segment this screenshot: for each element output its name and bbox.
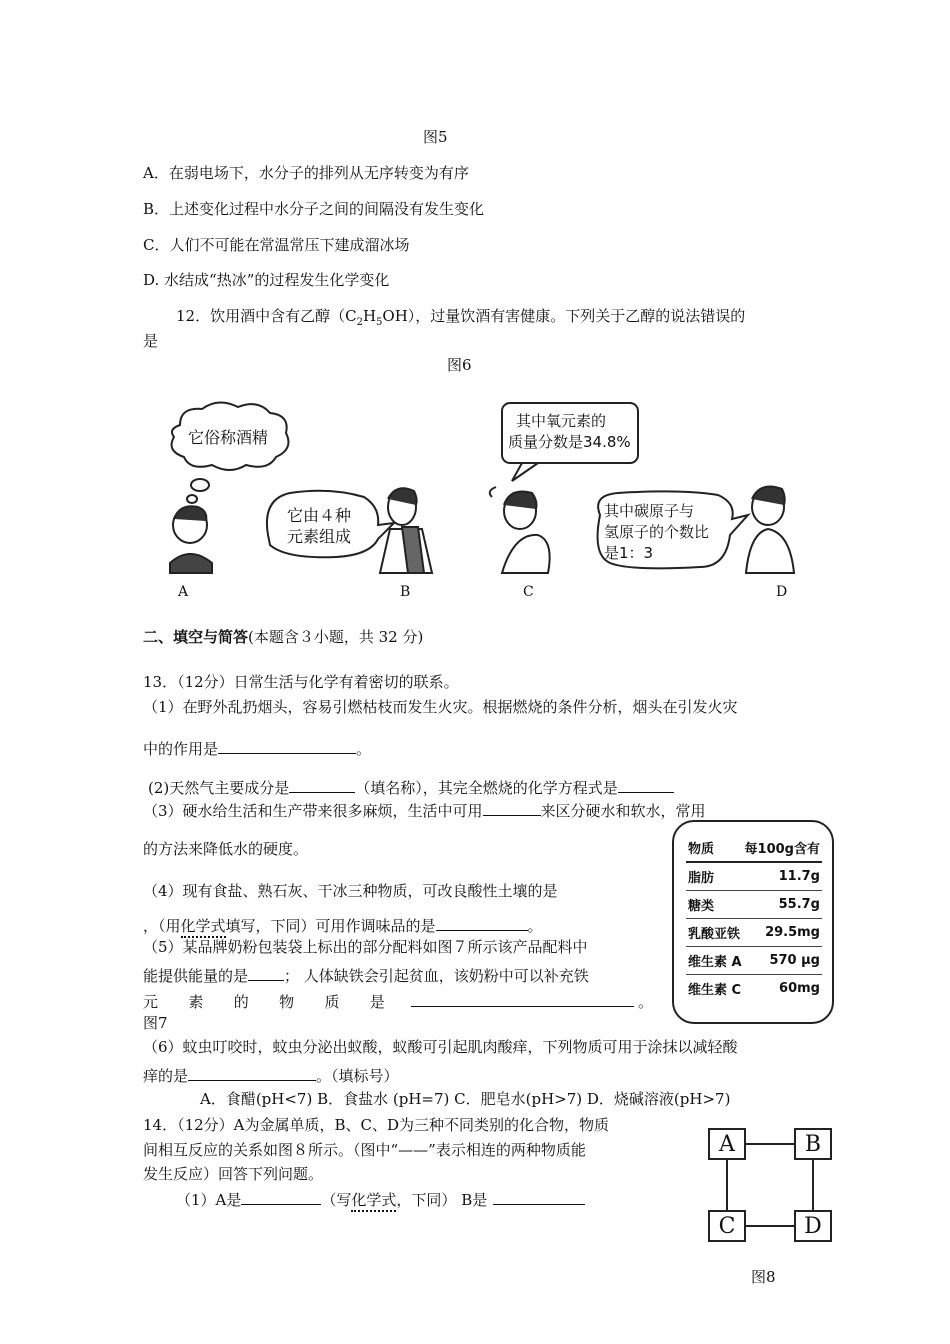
- figure-6-label-c: C: [523, 584, 534, 600]
- bubble-d-text-1: 其中碳原子与: [604, 502, 695, 520]
- q13-blank-4[interactable]: [436, 916, 528, 931]
- q13-part5-line1: （5）某品牌奶粉包装袋上标出的部分配料如图７所示该产品配料中: [143, 938, 588, 956]
- q13-blank-5b[interactable]: [411, 992, 634, 1007]
- table-row: 维生素 C 60mg: [688, 981, 820, 998]
- q11-option-b: B．上述变化过程中水分子之间的间隔没有发生变化: [143, 200, 485, 218]
- q13-part4-line1: （4）现有食盐、熟石灰、干冰三种物质，可改良酸性土壤的是: [143, 882, 558, 900]
- q13-blank-2b[interactable]: [618, 778, 674, 793]
- q14-line2: 间相互反应的关系如图８所示。（图中“——”表示相连的两种物质能: [143, 1141, 586, 1159]
- bubble-a-text: 它俗称酒精: [188, 428, 269, 447]
- q14-line4: （1）A是 （写化学式，下同） B是: [176, 1190, 585, 1208]
- q13-part2: (2)天然气主要成分是 （填名称），其完全燃烧的化学方程式是: [148, 778, 674, 796]
- figure-8-box-a: A: [708, 1128, 746, 1160]
- table-row: 乳酸亚铁 29.5mg: [686, 919, 822, 947]
- q12-stem-line1: 12．饮用酒中含有乙醇$(C_2H_5OH)$，过量饮酒有害健康。下列关于乙醇的说法错误的: [176, 307, 746, 328]
- q13-part1-line1: （1）在野外乱扔烟头，容易引燃枯枝而发生火灾。根据燃烧的条件分析，烟头在引发火灾: [143, 698, 738, 716]
- figure-7-caption: 图7: [143, 1014, 168, 1032]
- figure-7-nutrition-table: [672, 820, 834, 1024]
- bubble-c-text-2: 质量分数是34.8%: [508, 433, 631, 451]
- q13-part1-line2: 中的作用是 。: [143, 740, 372, 758]
- figure-8-box-d: D: [794, 1210, 832, 1242]
- q13-part6-line1: （6）蚊虫叮咬时，蚊虫分泌出蚁酸，蚁酸可引起肌肉酸痒，下列物质可用于涂抹以减轻酸: [143, 1038, 738, 1056]
- figure-6-label-a: A: [178, 584, 189, 600]
- q14-line1: 14．（12分）A为金属单质，B、C、D为三种不同类别的化合物，物质: [143, 1116, 610, 1134]
- q13-part3-line2: 的方法来降低水的硬度。: [143, 840, 309, 858]
- thought-bubble-a: [172, 402, 289, 503]
- q13-part6-options: A．食醋(pH<7) B．食盐水 (pH=7) C．肥皂水(pH>7) D．烧碱溶液(pH>7): [200, 1090, 731, 1108]
- q13-part4-line2: ，（用化学式填写，下同）可用作调味品的是 。: [143, 916, 543, 934]
- section-2-heading: 二、填空与简答(本题含３小题，共 32 分): [143, 628, 424, 646]
- table-row: 维生素 A 570 μg: [686, 947, 822, 975]
- figure-6-label-b: B: [400, 584, 411, 600]
- q14-blank-b[interactable]: [493, 1190, 585, 1205]
- bubble-d-text-2: 氢原子的个数比: [604, 523, 710, 541]
- bubble-c-text-1: 其中氧元素的: [516, 412, 607, 430]
- q13-part3-line1: （3）硬水给生活和生产带来很多麻烦，生活中可用 来区分硬水和软水，常用: [143, 802, 706, 820]
- figure-8-box-c: C: [708, 1210, 746, 1242]
- q13-blank-3[interactable]: [483, 801, 541, 816]
- q11-option-d: D. 水结成“热冰”的过程发生化学变化: [143, 271, 390, 289]
- character-c: [490, 487, 550, 573]
- q14-line3: 发生反应）回答下列问题。: [143, 1165, 324, 1183]
- q13-blank-2a[interactable]: [289, 778, 355, 793]
- table-row: 糖类 55.7g: [686, 891, 822, 919]
- q13-blank-5a[interactable]: [248, 966, 284, 981]
- q13-blank-6[interactable]: [188, 1066, 316, 1081]
- figure-6-caption: 图6: [447, 356, 472, 374]
- figure-8-caption: 图8: [751, 1268, 776, 1286]
- bubble-b-text-1: 它由４种: [287, 506, 352, 525]
- q11-option-c: C．人们不可能在常温常压下建成溜冰场: [143, 236, 410, 254]
- figure-8-box-b: B: [794, 1128, 832, 1160]
- character-a: [170, 506, 212, 573]
- figure-6-illustration: [140, 395, 820, 575]
- q11-option-a: A．在弱电场下，水分子的排列从无序转变为有序: [143, 164, 469, 182]
- character-b: [380, 488, 432, 573]
- figure-6-label-d: D: [776, 584, 788, 600]
- q13-part5-line3: 元 素 的 物 质 是 。: [143, 993, 654, 1011]
- table-row: 脂肪 11.7g: [686, 863, 822, 891]
- bubble-b-text-2: 元素组成: [287, 527, 352, 546]
- q12-stem-line2: 是: [143, 332, 159, 350]
- character-d: [746, 487, 794, 573]
- table-header: 物质 每100g含有: [686, 834, 822, 863]
- q13-title: 13．（12分）日常生活与化学有着密切的联系。: [143, 673, 459, 691]
- q13-part5-line2: 能提供能量的是 ； 人体缺铁会引起贫血，该奶粉中可以补充铁: [143, 967, 589, 985]
- bubble-d-text-3: 是1：3: [604, 544, 654, 562]
- figure-5-caption: 图5: [423, 128, 448, 146]
- q13-blank-1[interactable]: [218, 739, 356, 754]
- q13-part6-line2: 痒的是 。（填标号）: [143, 1067, 399, 1085]
- q14-blank-a[interactable]: [241, 1190, 321, 1205]
